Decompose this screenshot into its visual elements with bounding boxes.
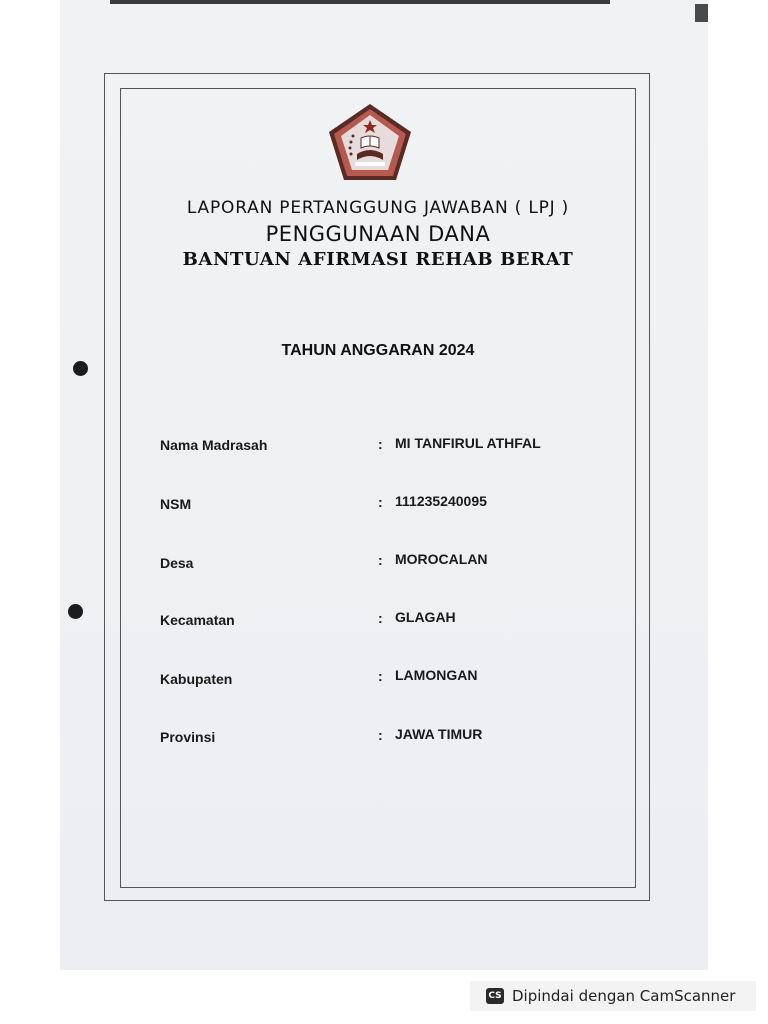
punch-hole-top: [73, 361, 88, 376]
field-label-provinsi: Provinsi: [160, 729, 216, 745]
field-value-kabupaten: LAMONGAN: [395, 667, 478, 683]
fiscal-year: TAHUN ANGGARAN 2024: [281, 342, 475, 359]
field-colon: :: [378, 436, 383, 452]
field-value-nama-madrasah: MI TANFIRUL ATHFAL: [395, 435, 541, 451]
camscanner-text: Dipindai dengan CamScanner: [512, 987, 736, 1005]
field-label-nama-madrasah: Nama Madrasah: [160, 437, 268, 453]
field-value-kecamatan: GLAGAH: [395, 609, 456, 625]
scan-corner-shadow: [695, 4, 708, 22]
punch-hole-bottom: [68, 604, 83, 619]
field-label-nsm: NSM: [160, 496, 192, 512]
field-label-desa: Desa: [160, 555, 194, 571]
field-colon: :: [378, 494, 383, 510]
field-colon: :: [378, 727, 383, 743]
field-label-kecamatan: Kecamatan: [160, 612, 235, 628]
field-colon: :: [378, 610, 383, 626]
field-colon: :: [378, 668, 383, 684]
camscanner-watermark: [470, 981, 756, 1011]
field-colon: :: [378, 552, 383, 568]
report-title: LAPORAN PERTANGGUNG JAWABAN ( LPJ ): [186, 198, 570, 218]
program-name: BANTUAN AFIRMASI REHAB BERAT: [182, 249, 574, 270]
ministry-of-religion-emblem-icon: [327, 102, 413, 182]
field-value-nsm: 111235240095: [395, 493, 487, 509]
scan-top-shadow: [110, 0, 610, 4]
field-value-desa: MOROCALAN: [395, 551, 488, 567]
field-label-kabupaten: Kabupaten: [160, 671, 233, 687]
field-value-provinsi: JAWA TIMUR: [395, 726, 483, 742]
camscanner-logo-icon: CS: [486, 988, 504, 1004]
report-subtitle: PENGGUNAAN DANA: [265, 222, 491, 246]
